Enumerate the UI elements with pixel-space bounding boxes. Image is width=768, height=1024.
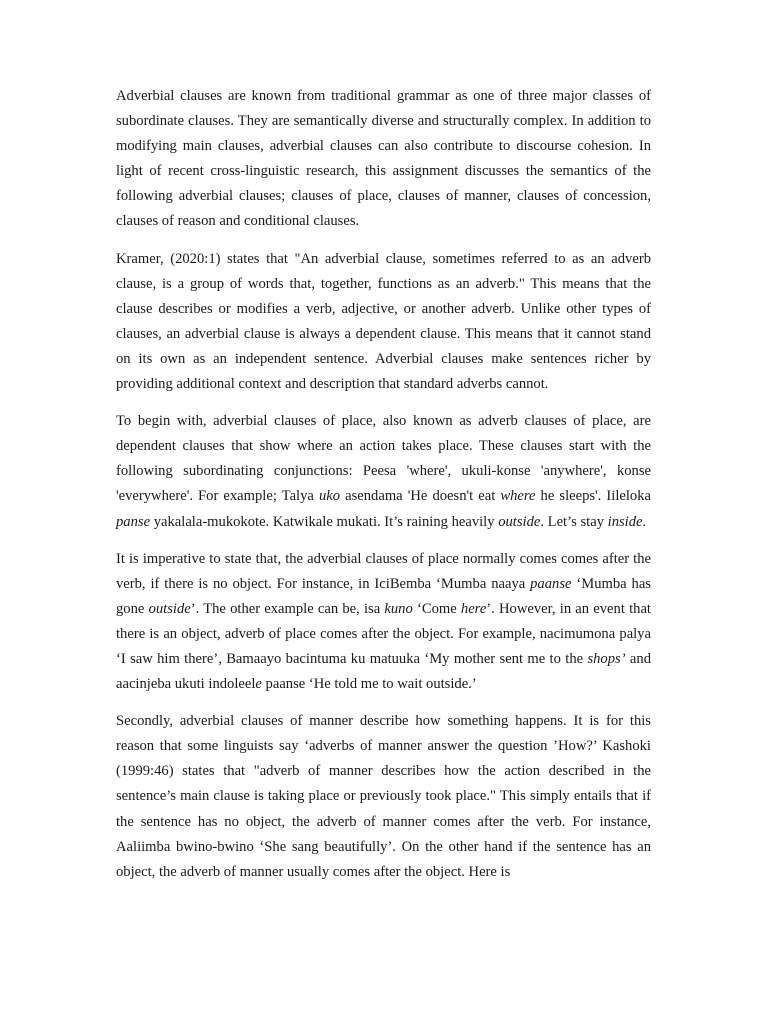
italic-text: paanse xyxy=(530,575,572,592)
body-paragraph xyxy=(116,409,651,534)
text-run: ‘Mumba has gone xyxy=(116,575,651,617)
text-run: Adverbial clauses are known from traditional grammar as one of three major classes of subordinate clauses. They are semantically diverse and structurally complex. In addition to modifying main clauses, adverbial clauses can also contribute to discourse cohesion. In light of recent cross-linguistic research, this assignment discusses the semantics of the following adverbial clauses; clauses of place, clauses of manner, clauses of concession, clauses of reason and conditional clauses. xyxy=(116,88,651,230)
italic-text: e xyxy=(255,676,262,693)
body-paragraph xyxy=(116,247,651,398)
italic-text: inside xyxy=(607,513,643,530)
text-run: Kramer, (2020:1) states that "An adverbial clause, sometimes referred to as an adverb clause, is a group of words that, together, functions as an adverb." This means that the clause describes or modifies a verb, adjective, or another adverb. Unlike other types of clauses, an adverbial clause is always a dependent clause. This means that it cannot stand on its own as an independent sentence. Adverbial clauses make sentences richer by providing additional context and description that standard adverbs cannot. xyxy=(116,250,651,393)
text-run: paanse ‘He told me to wait outside.’ xyxy=(261,676,477,693)
text-run: To begin with, adverbial clauses of place, also known as adverb clauses of place, are dependent clauses that show where an action takes place. These clauses start with the following subordinating conjunctions: Peesa 'where', ukuli-konse 'anywhere', konse 'everywhere'. For example; Talya xyxy=(116,413,651,505)
text-run: It is imperative to state that, the adverbial clauses of place normally comes comes after the verb, if there is no object. For instance, in IciBemba ‘Mumba naaya xyxy=(116,550,651,592)
text-run: asendama 'He doesn't eat xyxy=(340,488,501,505)
italic-text: panse xyxy=(116,513,151,530)
italic-text: outside xyxy=(148,600,191,617)
body-paragraph xyxy=(116,84,651,235)
document-page xyxy=(116,84,651,897)
text-run: he sleeps'. Iileloka xyxy=(535,488,651,505)
text-run: ‘Come xyxy=(412,600,461,617)
text-run: . Let’s stay xyxy=(540,513,608,530)
body-paragraph xyxy=(116,709,651,885)
italic-text: kuno xyxy=(384,600,413,617)
italic-text: outside xyxy=(498,513,541,530)
text-run: ’. The other example can be, isa xyxy=(190,600,385,617)
text-run: yakalala-mukokote. Katwikale mukati. It’s raining heavily xyxy=(150,513,499,530)
italic-text: uko xyxy=(318,488,341,505)
body-paragraph xyxy=(116,547,651,698)
italic-text: here xyxy=(460,600,487,617)
text-run: ’. However, in an event that there is an object, adverb of place comes after the object. For example, nacimumona palya ‘I saw him there’, Bamaayo bacintuma ku matuuka ‘My mother sent me to the xyxy=(116,600,651,667)
text-run: . xyxy=(642,513,647,530)
italic-text: shops’ xyxy=(587,650,626,667)
italic-text: where xyxy=(500,488,536,505)
text-run: and aacinjeba ukuti indoleel xyxy=(116,650,651,693)
text-run: Secondly, adverbial clauses of manner describe how something happens. It is for this reason that some linguists say ‘adverbs of manner answer the question ’How?’ Kashoki (1999:46) states that "adverb of manner describes how the action described in the sentence’s main clause is taking place or previously took place." This simply entails that if the sentence has no object, the adverb of manner comes after the verb. For instance, Aaliimba bwino-bwino ‘She sang beautifully’. On the other hand if the sentence has an object, the adverb of manner usually comes after the object. Here is xyxy=(116,713,651,880)
